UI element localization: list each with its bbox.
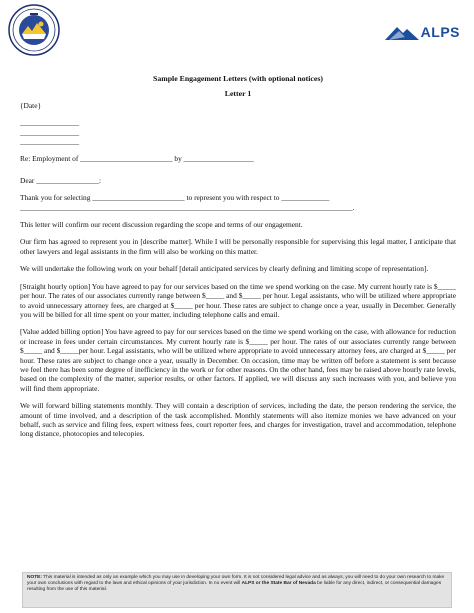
thanks-line-continued: __________________________________________________________________________________________. bbox=[20, 202, 355, 212]
note-text: This material is intended as only an example which you may use in developing your own form. It is not considered legal advice and as always, you will need to do your own research to make your own conclusions with regard to the laws and ethical opinions of your jurisdiction. In no event will bbox=[27, 575, 445, 587]
paragraph-value-billing-option: [Value added billing option] You have agreed to pay for our services based on the time we spend working on the case, with allowance for reduction or increase in fees under certain circumstances. My current hourly rate is $_____ per hour. The rates of our associates currently range between $_____ and $_____per hour. Legal assistants, who will be utilized where appropriate to avoid unnecessary attorney fees, are charged at $_____ per hour. These rates are subject to change once a year, usually in December. On occasion, time may be written off before a statement is sent because we feel there has been some degree of inefficiency in the work or for other reasons. On the other hand, fees may be raised above hourly rate levels, based on the complexity of the matter, superior results, or other factors. If applied, we will discuss any such increases with you, and believe you will find them appropriate. bbox=[20, 327, 456, 393]
address-line: ________________ bbox=[20, 127, 80, 137]
paragraph-confirm: This letter will confirm our recent discussion regarding the scope and terms of our engagement. bbox=[20, 220, 303, 230]
disclaimer-note bbox=[22, 572, 452, 608]
salutation: Dear _________________: bbox=[20, 175, 102, 185]
paragraph-billing-statements: We will forward billing statements monthly. They will contain a description of services, including the date, the person rendering the service, the amount of time involved, and a description of the task accomplished. Monthly statements will also itemize monies we have advanced on your behalf, such as service and filing fees, expert witness fees, court reporter fees, and charges for investigation, travel and accommodation, telephone long distance, photocopies and telecopies. bbox=[20, 401, 456, 439]
note-text-end: be liable for any direct, indirect, or consequential damages resulting from the use of this material. bbox=[27, 581, 442, 593]
paragraph-scope: We will undertake the following work on your behalf [detail anticipated services by clearly defining and limiting scope of representation]. bbox=[20, 264, 429, 274]
mountain-icon bbox=[385, 24, 419, 40]
thanks-line: Thank you for selecting _________________________ to represent you with respect to _____________ bbox=[20, 193, 330, 203]
document-title: Sample Engagement Letters (with optional notices) bbox=[152, 74, 323, 83]
document-subtitle: Letter 1 bbox=[224, 89, 252, 99]
note-bold: ALPS or the State Bar of Nevada bbox=[241, 581, 316, 587]
paragraph-representation: Our firm has agreed to represent you in [describe matter]. While I will be personally responsible for supervising this legal matter, I anticipate that other lawyers and legal assistants in the firm will also be working on this matter. bbox=[20, 237, 456, 256]
date-placeholder: {Date} bbox=[20, 100, 42, 110]
address-line: ________________ bbox=[20, 118, 80, 128]
note-label: NOTE: bbox=[27, 575, 42, 580]
re-line: Re: Employment of _________________________ by ___________________ bbox=[20, 154, 254, 164]
paragraph-hourly-option: [Straight hourly option] You have agreed to pay for our services based on the time we spend working on the case. My current hourly rate is $_____ per hour. The rates of our associates currently range between $_____ and $_____ per hour. Legal assistants, who will be utilized where appropriate to avoid unnecessary attorney fees, are charged at $_____ per hour. These rates are subject to change once a year, usually in December. Generally you will be billed for all time spent on your matter, including telephone calls and email. bbox=[20, 281, 456, 319]
alps-logo bbox=[385, 24, 460, 40]
address-line: ________________ bbox=[20, 137, 80, 147]
letter-body bbox=[20, 72, 456, 439]
alps-logo-text: ALPS bbox=[420, 24, 460, 40]
header bbox=[0, 0, 474, 60]
state-bar-seal-icon bbox=[8, 4, 60, 56]
